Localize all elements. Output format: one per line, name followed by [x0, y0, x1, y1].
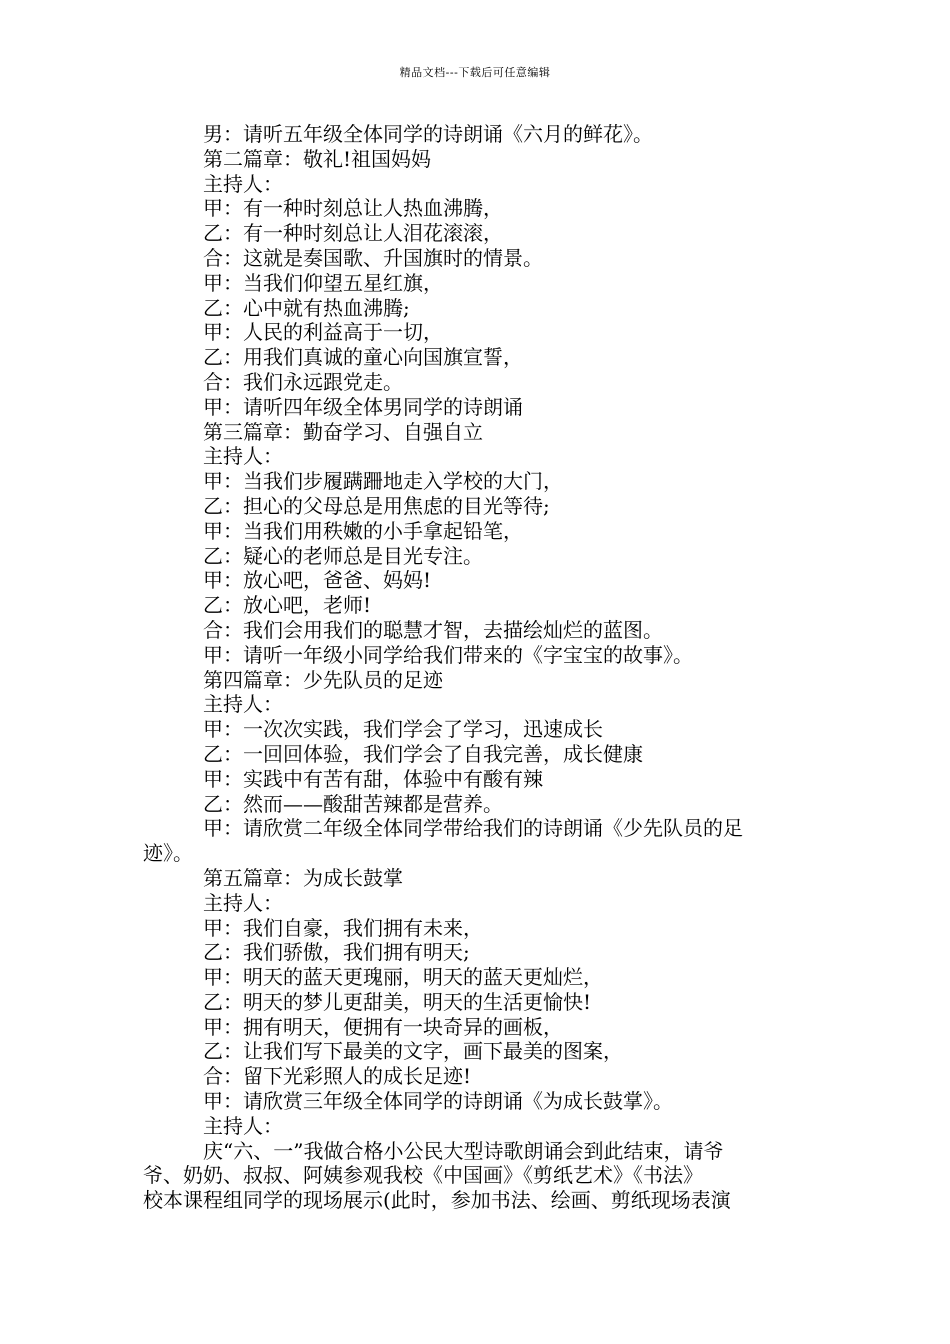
text-line: 甲：当我们步履蹒跚地走入学校的大门， — [203, 469, 563, 494]
text-line: 甲：请欣赏二年级全体同学带给我们的诗朗诵《少先队员的足 — [203, 816, 743, 841]
text-line: 甲：放心吧，爸爸、妈妈! — [203, 568, 432, 593]
text-line: 合：留下光彩照人的成长足迹! — [203, 1064, 472, 1089]
text-line: 校本课程组同学的现场展示(此时，参加书法、绘画、剪纸现场表演 — [143, 1188, 731, 1213]
page-header: 精品文档---下载后可任意编辑 — [399, 66, 551, 79]
text-line: 甲：拥有明天，便拥有一块奇异的画板， — [203, 1014, 563, 1039]
text-line: 爷、奶奶、叔叔、阿姨参观我校《中国画》《剪纸艺术》《书法》 — [143, 1163, 703, 1188]
text-line: 甲：请听一年级小同学给我们带来的《字宝宝的故事》。 — [203, 642, 693, 667]
text-line: 甲：当我们用秩嫩的小手拿起铅笔， — [203, 518, 523, 543]
section-heading: 第五篇章：为成长鼓掌 — [203, 865, 403, 890]
text-line: 乙：让我们写下最美的文字，画下最美的图案， — [203, 1039, 623, 1064]
text-line: 男：请听五年级全体同学的诗朗诵《六月的鲜花》。 — [203, 122, 653, 146]
section-heading: 第四篇章：少先队员的足迹 — [203, 667, 443, 692]
section-heading: 第二篇章：敬礼!祖国妈妈 — [203, 146, 432, 171]
text-line: 甲：有一种时刻总让人热血沸腾， — [203, 196, 503, 221]
text-line: 甲：我们自豪，我们拥有未来， — [203, 915, 483, 940]
text-line: 甲：请听四年级全体男同学的诗朗诵 — [203, 394, 523, 419]
text-line: 合：我们会用我们的聪慧才智，去描绘灿烂的蓝图。 — [203, 617, 663, 642]
text-line: 乙：疑心的老师总是目光专注。 — [203, 543, 483, 568]
text-line: 甲：实践中有苦有甜，体验中有酸有辣 — [203, 766, 543, 791]
text-line: 主持人： — [203, 444, 283, 469]
text-line: 乙：有一种时刻总让人泪花滚滚， — [203, 221, 503, 246]
text-line: 乙：担心的父母总是用焦虑的目光等待; — [203, 493, 550, 518]
text-line: 甲：一次次实践，我们学会了学习，迅速成长 — [203, 717, 603, 742]
text-line: 主持人： — [203, 171, 283, 196]
text-line: 甲：明天的蓝天更瑰丽，明天的蓝天更灿烂， — [203, 965, 603, 990]
text-line: 乙：然而——酸甜苦辣都是营养。 — [203, 791, 503, 816]
text-line: 庆“六、一”我做合格小公民大型诗歌朗诵会到此结束，请爷 — [203, 1138, 724, 1163]
text-line: 乙：一回回体验，我们学会了自我完善，成长健康 — [203, 741, 643, 766]
text-line: 乙：放心吧，老师! — [203, 593, 372, 618]
text-line: 合：这就是奏国歌、升国旗时的情景。 — [203, 245, 543, 270]
text-line: 迹》。 — [143, 841, 193, 866]
text-line: 乙：我们骄傲，我们拥有明天; — [203, 940, 470, 965]
text-line: 乙：心中就有热血沸腾; — [203, 295, 410, 320]
document-body — [143, 122, 809, 1213]
text-line: 主持人： — [203, 1113, 283, 1138]
text-line: 甲：请欣赏三年级全体同学的诗朗诵《为成长鼓掌》。 — [203, 1089, 673, 1114]
text-line: 甲：当我们仰望五星红旗， — [203, 270, 443, 295]
text-line: 乙：用我们真诚的童心向国旗宣誓， — [203, 345, 523, 370]
text-line: 主持人： — [203, 890, 283, 915]
text-line: 合：我们永远跟党走。 — [203, 369, 403, 394]
section-heading: 第三篇章：勤奋学习、自强自立 — [203, 419, 483, 444]
text-line: 乙：明天的梦儿更甜美，明天的生活更愉快! — [203, 989, 592, 1014]
text-line: 主持人： — [203, 692, 283, 717]
text-line: 甲：人民的利益高于一切， — [203, 320, 443, 345]
